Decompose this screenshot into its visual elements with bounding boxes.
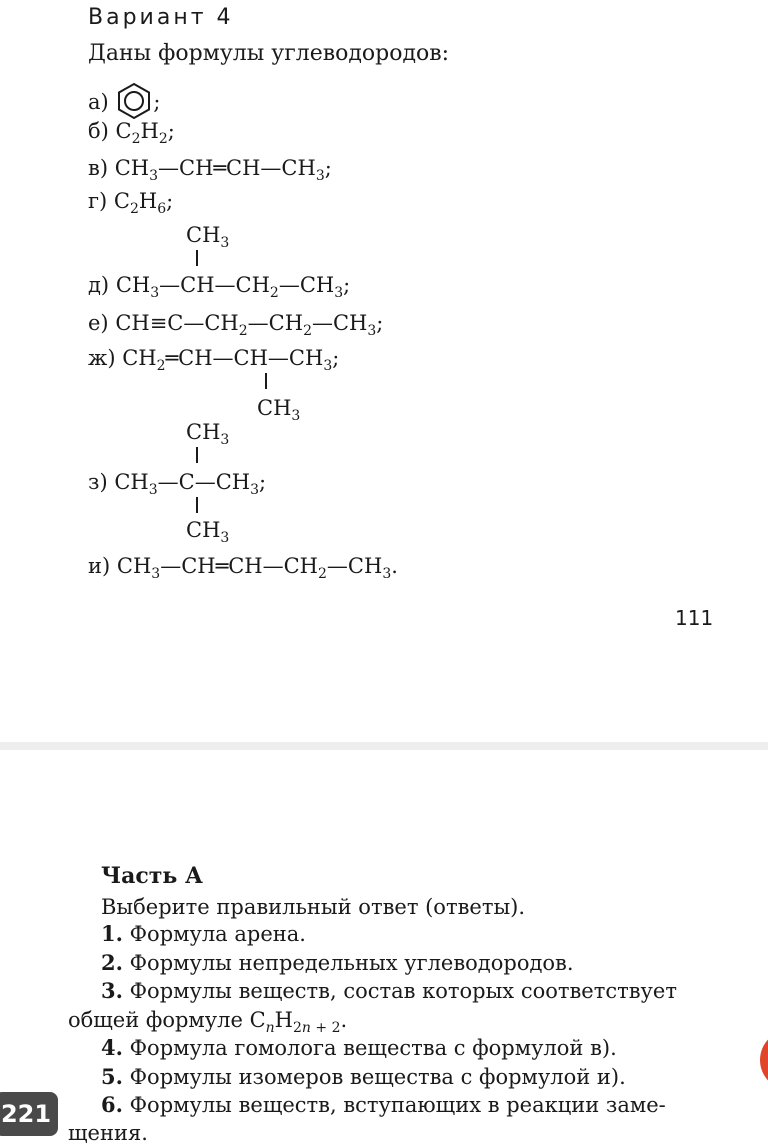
item-zh-formula: $CH_2═CH—CH—CH_3$; — [122, 346, 340, 374]
part-title: Часть А — [101, 863, 203, 889]
page-badge: 221 — [0, 1092, 58, 1136]
item-z-branch-bottom: $CH_3$ — [186, 518, 230, 546]
question-5-num: 5. — [101, 1064, 123, 1089]
question-4-text: Формула гомолога вещества с формулой в). — [129, 1036, 617, 1060]
item-d-branch: $CH_3$ — [186, 223, 230, 251]
question-3-text: Формулы веществ, состав которых соответствует — [129, 979, 677, 1003]
item-d — [88, 273, 351, 301]
question-5 — [101, 1065, 626, 1089]
item-e — [88, 311, 384, 339]
question-6-continuation: щения. — [68, 1121, 148, 1145]
item-z-bond-top — [196, 447, 198, 463]
variant-heading: Вариант 4 — [88, 5, 234, 30]
item-i-formula: $CH_3—CH═CH—CH_2—CH_3$. — [116, 554, 398, 582]
item-z — [88, 470, 267, 498]
item-i — [88, 554, 398, 582]
item-d-formula: $CH_3—CH—CH_2—CH_3$; — [115, 273, 351, 301]
question-3 — [101, 979, 677, 1003]
task-title: Даны формулы углеводородов: — [88, 41, 450, 66]
item-b-formula: $C_2H_2$; — [115, 119, 175, 147]
question-6 — [101, 1093, 666, 1117]
item-v-formula: $CH_3—CH═CH—CH_3$; — [114, 156, 332, 184]
item-z-label: з) — [88, 470, 108, 494]
question-1-text: Формула арена. — [129, 922, 306, 946]
item-d-bond — [196, 250, 198, 266]
question-4 — [101, 1036, 617, 1060]
item-a-tail: ; — [153, 90, 161, 114]
item-z-branch-top: $CH_3$ — [186, 420, 230, 448]
question-1 — [101, 922, 306, 946]
question-3-continuation: общей формуле $C_nH_{2n + 2}$. — [68, 1008, 348, 1036]
item-v-label: в) — [88, 156, 109, 180]
item-d-label: д) — [88, 273, 110, 297]
item-zh — [88, 346, 340, 374]
question-2 — [101, 951, 574, 975]
item-z-formula: $CH_3—C—CH_3$; — [114, 470, 267, 498]
item-zh-bond — [265, 373, 267, 389]
item-zh-label: ж) — [88, 346, 116, 370]
question-2-num: 2. — [101, 950, 123, 975]
question-2-text: Формулы непредельных углеводородов. — [129, 951, 574, 975]
question-3-num: 3. — [101, 978, 123, 1003]
page-separator — [0, 742, 768, 750]
item-g-label: г) — [88, 189, 108, 213]
item-a-label: а) — [88, 90, 109, 114]
question-6-text: Формулы веществ, вступающих в реакции заме- — [129, 1093, 666, 1117]
instruction: Выберите правильный ответ (ответы). — [101, 895, 526, 919]
item-i-label: и) — [88, 554, 111, 578]
item-z-bond-bottom — [196, 497, 198, 513]
item-g — [88, 189, 174, 217]
question-6-num: 6. — [101, 1092, 123, 1117]
item-g-formula: $C_2H_6$; — [113, 189, 174, 217]
question-4-num: 4. — [101, 1035, 123, 1060]
question-1-num: 1. — [101, 921, 123, 946]
question-5-text: Формулы изомеров вещества с формулой и). — [129, 1065, 626, 1089]
item-zh-branch: $CH_3$ — [257, 396, 301, 424]
item-b — [88, 119, 175, 147]
item-b-label: б) — [88, 119, 109, 143]
benzene-ring-icon — [115, 82, 153, 120]
item-a — [88, 82, 160, 120]
item-e-formula: $CH\equiv C—CH_2—CH_2—CH_3$; — [115, 311, 384, 339]
item-e-label: е) — [88, 311, 109, 335]
page-number: 111 — [675, 606, 714, 630]
item-v — [88, 156, 332, 184]
